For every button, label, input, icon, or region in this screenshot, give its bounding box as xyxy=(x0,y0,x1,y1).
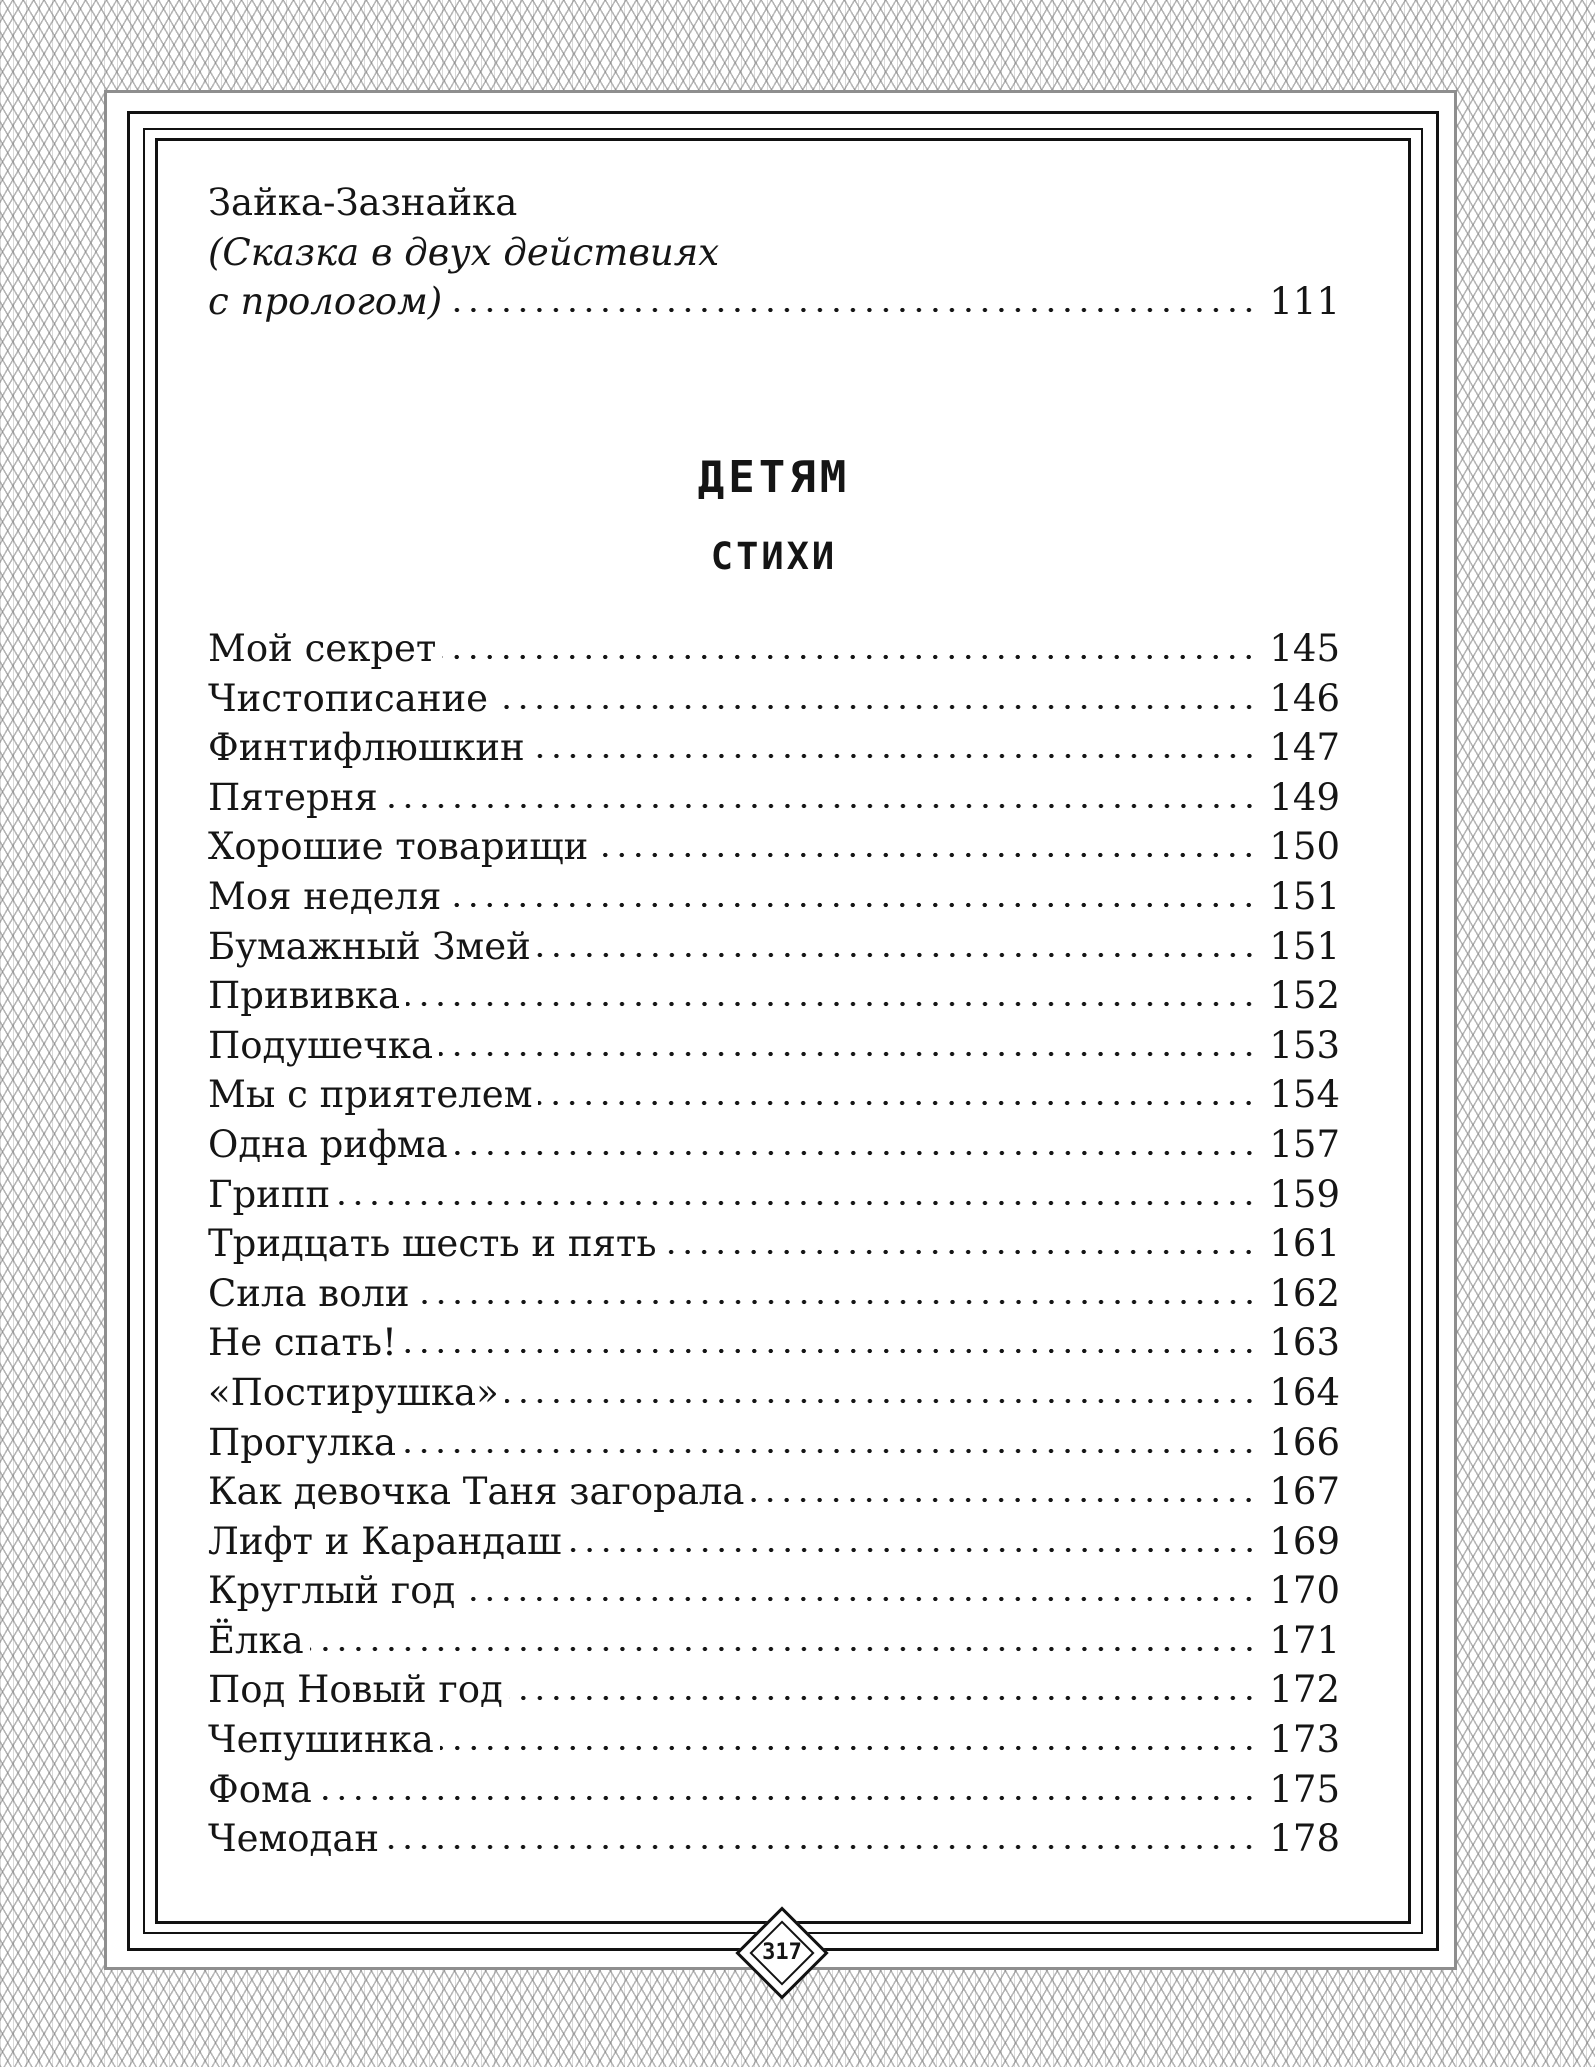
table-of-contents xyxy=(208,178,1340,1861)
dot-leader xyxy=(454,1149,1258,1157)
toc-page-number: 152 xyxy=(1269,974,1340,1018)
dot-leader xyxy=(336,1199,1257,1207)
toc-entry-subtitle-end: с прологом) xyxy=(208,280,443,324)
toc-row xyxy=(208,674,1340,724)
dot-leader xyxy=(402,1447,1257,1455)
toc-title: Грипп xyxy=(208,1172,331,1216)
dot-leader xyxy=(385,1843,1257,1851)
toc-page-number: 151 xyxy=(1269,874,1340,918)
toc-page-number: 154 xyxy=(1269,1073,1340,1117)
toc-page-number: 146 xyxy=(1269,676,1340,720)
toc-title: «Постирушка» xyxy=(208,1370,499,1414)
toc-row xyxy=(208,922,1340,972)
dot-leader xyxy=(318,1794,1258,1802)
toc-row xyxy=(208,1665,1340,1715)
toc-row xyxy=(208,1467,1340,1517)
toc-page-number: 164 xyxy=(1269,1370,1340,1414)
dot-leader xyxy=(403,1347,1258,1355)
toc-page-number: 153 xyxy=(1269,1023,1340,1067)
toc-title: Одна рифма xyxy=(208,1122,448,1166)
toc-page-number: 173 xyxy=(1269,1718,1340,1762)
toc-title: Бумажный Змей xyxy=(208,924,531,968)
dot-leader xyxy=(494,703,1257,711)
toc-title: Мой секрет xyxy=(208,627,437,670)
dot-leader xyxy=(416,1298,1258,1306)
dot-leader xyxy=(310,1645,1258,1653)
toc-row xyxy=(208,773,1340,823)
toc-title: Подушечка xyxy=(208,1023,434,1067)
toc-title: Фома xyxy=(208,1767,312,1811)
toc-page-number: 166 xyxy=(1269,1420,1340,1464)
dot-leader xyxy=(442,653,1257,661)
toc-row xyxy=(208,1715,1340,1765)
toc-row xyxy=(208,1021,1340,1071)
toc-title: Моя неделя xyxy=(208,874,442,918)
toc-row xyxy=(208,1368,1340,1418)
toc-title: Не спать! xyxy=(208,1321,397,1365)
toc-title: Хорошие товарищи xyxy=(208,825,589,869)
toc-page-number: 162 xyxy=(1269,1271,1340,1315)
toc-page-number: 170 xyxy=(1269,1569,1340,1613)
toc-row xyxy=(208,971,1340,1021)
toc-row xyxy=(208,277,1340,327)
toc-row xyxy=(208,1219,1340,1269)
toc-title: Финтифлюшкин xyxy=(208,726,525,770)
toc-row xyxy=(208,1616,1340,1666)
dot-leader xyxy=(594,851,1257,859)
toc-list xyxy=(208,624,1340,1864)
toc-title: Круглый год xyxy=(208,1569,456,1613)
toc-page-number: 147 xyxy=(1269,726,1340,770)
toc-row xyxy=(208,1170,1340,1220)
dot-leader xyxy=(439,1050,1257,1058)
toc-page-number: 151 xyxy=(1269,924,1340,968)
dot-leader xyxy=(509,1694,1258,1702)
toc-row xyxy=(208,872,1340,922)
toc-row xyxy=(208,1765,1340,1815)
toc-page-number: 159 xyxy=(1269,1172,1340,1216)
toc-title: Как девочка Таня загорала xyxy=(208,1470,745,1514)
dot-leader xyxy=(662,1248,1257,1256)
toc-page-number: 157 xyxy=(1269,1122,1340,1166)
dot-leader xyxy=(538,1099,1257,1107)
toc-page-number: 111 xyxy=(1269,280,1340,324)
toc-page-number: 149 xyxy=(1269,775,1340,819)
page-number: 317 xyxy=(762,1940,802,1965)
toc-row xyxy=(208,1070,1340,1120)
toc-title: Сила воли xyxy=(208,1271,410,1315)
toc-title: Лифт и Карандаш xyxy=(208,1519,562,1563)
dot-leader xyxy=(440,1744,1258,1752)
dot-leader xyxy=(461,1595,1257,1603)
toc-row xyxy=(208,1269,1340,1319)
toc-row xyxy=(208,1318,1340,1368)
toc-title: Под Новый год xyxy=(208,1668,503,1712)
dot-leader xyxy=(448,306,1257,314)
toc-title: Пятерня xyxy=(208,775,378,819)
toc-row xyxy=(208,1517,1340,1567)
toc-page-number: 172 xyxy=(1269,1668,1340,1712)
toc-page-number: 145 xyxy=(1269,627,1340,670)
toc-title: Чепушинка xyxy=(208,1718,434,1762)
toc-page-number: 171 xyxy=(1269,1618,1340,1662)
section-subheading: СТИХИ xyxy=(710,535,838,578)
section-heading: ДЕТЯМ xyxy=(697,452,851,503)
toc-title: Мы с приятелем xyxy=(208,1073,533,1117)
dot-leader xyxy=(568,1546,1258,1554)
toc-row xyxy=(208,1566,1340,1616)
toc-row xyxy=(208,1814,1340,1864)
toc-title: Прививка xyxy=(208,974,401,1018)
toc-row xyxy=(208,624,1340,674)
toc-page-number: 150 xyxy=(1269,825,1340,869)
toc-row xyxy=(208,822,1340,872)
dot-leader xyxy=(505,1397,1258,1405)
dot-leader xyxy=(537,951,1258,959)
toc-page-number: 169 xyxy=(1269,1519,1340,1563)
dot-leader xyxy=(750,1496,1257,1504)
dot-leader xyxy=(447,901,1257,909)
toc-page-number: 161 xyxy=(1269,1222,1340,1266)
toc-page-number: 175 xyxy=(1269,1767,1340,1811)
toc-entry-subtitle: (Сказка в двух действиях xyxy=(208,230,720,274)
toc-row xyxy=(208,1418,1340,1468)
toc-title: Чемодан xyxy=(208,1817,380,1861)
toc-entry-zaika-zaznaika xyxy=(208,178,1340,327)
toc-title: Чистописание xyxy=(208,676,489,720)
dot-leader xyxy=(531,752,1258,760)
dot-leader xyxy=(406,1000,1257,1008)
toc-page-number: 167 xyxy=(1269,1470,1340,1514)
dot-leader xyxy=(384,802,1258,810)
toc-title: Прогулка xyxy=(208,1420,397,1464)
toc-title: Ёлка xyxy=(208,1618,304,1662)
toc-title: Тридцать шесть и пять xyxy=(208,1222,657,1266)
toc-page-number: 163 xyxy=(1269,1321,1340,1365)
toc-row xyxy=(208,723,1340,773)
toc-entry-title: Зайка-Зазнайка xyxy=(208,181,518,224)
toc-row xyxy=(208,1120,1340,1170)
toc-page-number: 178 xyxy=(1269,1817,1340,1861)
